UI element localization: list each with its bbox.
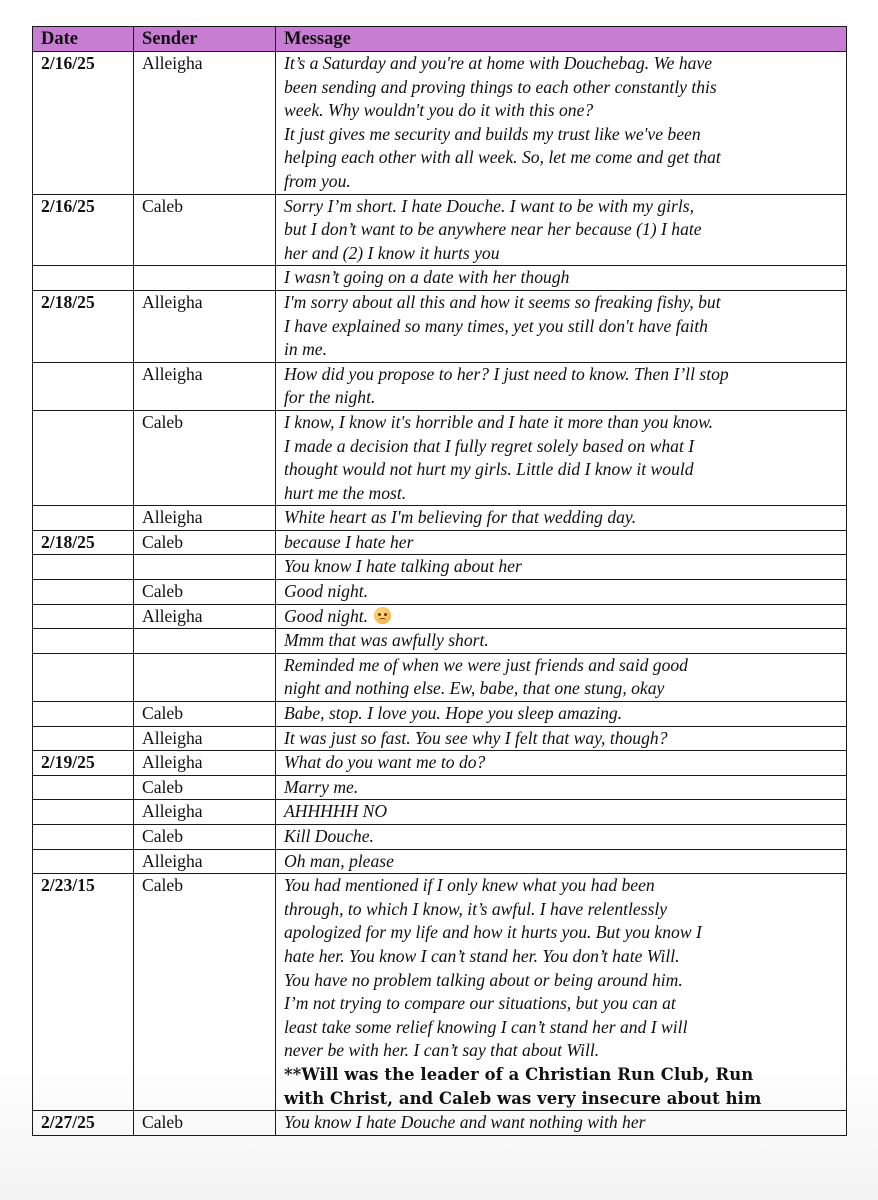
message-cell	[276, 604, 847, 629]
date-cell	[33, 702, 134, 727]
sender-cell: Alleigha	[134, 52, 276, 195]
header-date: Date	[33, 27, 134, 52]
message-text: You had mentioned if I only knew what you had been	[284, 875, 655, 896]
message-cell	[276, 52, 847, 195]
date-cell	[33, 506, 134, 531]
message-cell	[276, 726, 847, 751]
message-cell	[276, 629, 847, 654]
date-cell	[33, 555, 134, 580]
annotation-note: with Christ, and Caleb was very insecure about him	[284, 1088, 762, 1108]
date-cell	[33, 775, 134, 800]
message-line	[284, 482, 838, 506]
date-cell	[33, 825, 134, 850]
message-line	[284, 702, 838, 726]
message-line	[284, 338, 838, 362]
message-text: helping each other with all week. So, let me come and get that	[284, 147, 721, 168]
table-row	[33, 825, 847, 850]
date-cell: 2/18/25	[33, 530, 134, 555]
date-cell: 2/19/25	[33, 751, 134, 776]
message-line	[284, 363, 838, 387]
date-cell	[33, 800, 134, 825]
message-cell	[276, 775, 847, 800]
date-cell: 2/16/25	[33, 194, 134, 266]
sender-cell	[134, 555, 276, 580]
message-text: It just gives me security and builds my trust like we've been	[284, 123, 701, 144]
message-text: her and (2) I know it hurts you	[284, 242, 500, 263]
message-line	[284, 123, 838, 147]
message-cell	[276, 751, 847, 776]
table-row	[33, 874, 847, 1111]
table-row	[33, 1111, 847, 1136]
message-text: It’s a Saturday and you're at home with Douchebag. We have	[284, 53, 713, 73]
message-text: It was just so fast. You see why I felt that way, though?	[284, 727, 668, 748]
message-text: I made a decision that I fully regret solely based on what I	[284, 435, 695, 456]
sender-cell: Caleb	[134, 702, 276, 727]
message-text: hurt me the most.	[284, 482, 407, 503]
message-line	[284, 411, 838, 435]
message-text: apologized for my life and how it hurts you. But you know I	[284, 922, 702, 943]
sender-cell: Alleigha	[134, 506, 276, 531]
message-line	[284, 945, 838, 969]
table-row	[33, 800, 847, 825]
header-sender: Sender	[134, 27, 276, 52]
table-row	[33, 580, 847, 605]
sender-cell: Alleigha	[134, 800, 276, 825]
date-cell	[33, 410, 134, 505]
message-text: I’m not trying to compare our situations, but you can at	[284, 993, 676, 1014]
message-text: in me.	[284, 339, 327, 360]
sender-cell	[134, 653, 276, 701]
sender-cell: Alleigha	[134, 604, 276, 629]
message-text: You know I hate talking about her	[284, 556, 522, 577]
message-line	[284, 76, 838, 100]
date-cell: 2/18/25	[33, 290, 134, 362]
message-text: hate her. You know I can’t stand her. You don’t hate Will.	[284, 945, 680, 966]
table-row	[33, 362, 847, 410]
message-text: through, to which I know, it’s awful. I have relentlessly	[284, 898, 668, 919]
date-cell	[33, 726, 134, 751]
table-row	[33, 775, 847, 800]
message-cell	[276, 266, 847, 291]
message-text: because I hate her	[284, 531, 414, 552]
sender-cell: Caleb	[134, 580, 276, 605]
message-line	[284, 315, 838, 339]
message-cell	[276, 800, 847, 825]
message-line	[284, 1039, 838, 1063]
header-row	[33, 27, 847, 52]
message-cell	[276, 849, 847, 874]
message-line	[284, 800, 838, 824]
table-row	[33, 751, 847, 776]
sender-cell: Caleb	[134, 194, 276, 266]
table-row	[33, 506, 847, 531]
message-line	[284, 751, 838, 775]
table-row	[33, 726, 847, 751]
sender-cell	[134, 629, 276, 654]
message-line	[284, 825, 838, 849]
message-text: from you.	[284, 170, 351, 191]
message-line	[284, 291, 838, 315]
message-line	[284, 242, 838, 266]
message-line	[284, 146, 838, 170]
message-line	[284, 195, 838, 219]
message-text: been sending and proving things to each other constantly this	[284, 76, 717, 97]
sender-cell: Alleigha	[134, 751, 276, 776]
date-cell: 2/23/15	[33, 874, 134, 1111]
table-header	[33, 27, 847, 52]
message-cell	[276, 874, 847, 1111]
message-text: I know, I know it's horrible and I hate it more than you know.	[284, 411, 714, 432]
message-cell	[276, 702, 847, 727]
message-text: Oh man, please	[284, 850, 394, 871]
message-log-table	[32, 26, 847, 1136]
message-line	[284, 458, 838, 482]
message-line	[284, 52, 838, 76]
message-cell	[276, 194, 847, 266]
message-line	[284, 654, 838, 678]
message-text: but I don’t want to be anywhere near her because (1) I hate	[284, 219, 702, 240]
sender-cell: Caleb	[134, 410, 276, 505]
message-text: Sorry I’m short. I hate Douche. I want to be with my girls,	[284, 195, 694, 216]
message-line	[284, 506, 838, 530]
message-line	[284, 1016, 838, 1040]
message-line	[284, 921, 838, 945]
message-text: for the night.	[284, 387, 376, 408]
message-text: Good night.	[284, 605, 369, 626]
date-cell	[33, 362, 134, 410]
message-cell	[276, 1111, 847, 1136]
message-line	[284, 1111, 838, 1135]
message-line	[284, 580, 838, 604]
message-text: Kill Douche.	[284, 826, 374, 846]
table-row	[33, 410, 847, 505]
message-line	[284, 218, 838, 242]
date-cell	[33, 604, 134, 629]
message-cell	[276, 506, 847, 531]
sender-cell	[134, 266, 276, 291]
message-line	[284, 629, 838, 653]
message-line	[284, 898, 838, 922]
message-cell	[276, 653, 847, 701]
message-text: White heart as I'm believing for that wedding day.	[284, 507, 637, 528]
message-line	[284, 776, 838, 800]
sender-cell: Alleigha	[134, 362, 276, 410]
table-row	[33, 194, 847, 266]
message-text: You have no problem talking about or being around him.	[284, 969, 683, 990]
message-cell	[276, 825, 847, 850]
date-cell: 2/16/25	[33, 52, 134, 195]
sender-cell: Caleb	[134, 1111, 276, 1136]
sad-face-emoji	[374, 607, 391, 624]
table-row	[33, 653, 847, 701]
annotation-note: **Will was the leader of a Christian Run Club, Run	[284, 1064, 754, 1084]
message-text: AHHHHH NO	[284, 801, 388, 822]
message-line	[284, 386, 838, 410]
message-text: night and nothing else. Ew, babe, that one stung, okay	[284, 678, 665, 699]
table-row	[33, 849, 847, 874]
message-cell	[276, 290, 847, 362]
table-body	[33, 52, 847, 1136]
date-cell	[33, 653, 134, 701]
message-text: Mmm that was awfully short.	[284, 630, 489, 651]
message-line	[284, 266, 838, 290]
message-text: least take some relief knowing I can’t stand her and I will	[284, 1016, 688, 1037]
message-text: I wasn’t going on a date with her though	[284, 267, 570, 288]
date-cell	[33, 849, 134, 874]
message-text: I have explained so many times, yet you still don't have faith	[284, 315, 708, 336]
sender-cell: Alleigha	[134, 849, 276, 874]
message-text: Marry me.	[284, 776, 359, 797]
message-cell	[276, 580, 847, 605]
message-line	[284, 435, 838, 459]
date-cell	[33, 629, 134, 654]
sender-cell: Caleb	[134, 775, 276, 800]
table-row	[33, 604, 847, 629]
table-row	[33, 629, 847, 654]
message-text: What do you want me to do?	[284, 752, 486, 773]
message-cell	[276, 530, 847, 555]
message-line	[284, 992, 838, 1016]
table-row	[33, 702, 847, 727]
table-row	[33, 555, 847, 580]
message-text: Babe, stop. I love you. Hope you sleep amazing.	[284, 703, 623, 724]
message-line	[284, 99, 838, 123]
message-line	[284, 555, 838, 579]
message-line	[284, 874, 838, 898]
message-line	[284, 727, 838, 751]
table-row	[33, 266, 847, 291]
message-cell	[276, 555, 847, 580]
sender-cell: Alleigha	[134, 290, 276, 362]
message-text: How did you propose to her? I just need to know. Then I’ll stop	[284, 363, 729, 384]
sender-cell: Caleb	[134, 530, 276, 555]
message-line	[284, 969, 838, 993]
table-row	[33, 290, 847, 362]
message-text: week. Why wouldn't you do it with this one?	[284, 100, 594, 121]
message-cell	[276, 362, 847, 410]
message-text: You know I hate Douche and want nothing with her	[284, 1112, 646, 1133]
table-row	[33, 530, 847, 555]
message-text: Reminded me of when we were just friends and said good	[284, 654, 688, 675]
date-cell: 2/27/25	[33, 1111, 134, 1136]
sender-cell: Alleigha	[134, 726, 276, 751]
date-cell	[33, 266, 134, 291]
message-text: I'm sorry about all this and how it seems so freaking fishy, but	[284, 291, 721, 312]
message-text: thought would not hurt my girls. Little did I know it would	[284, 459, 694, 480]
message-text: Good night.	[284, 581, 369, 602]
sender-cell: Caleb	[134, 874, 276, 1111]
message-cell	[276, 410, 847, 505]
sender-cell: Caleb	[134, 825, 276, 850]
message-text: never be with her. I can’t say that about Will.	[284, 1040, 600, 1061]
date-cell	[33, 580, 134, 605]
message-line	[284, 850, 838, 874]
header-message: Message	[276, 27, 847, 52]
message-line	[284, 605, 838, 629]
message-line	[284, 531, 838, 555]
table-row	[33, 52, 847, 195]
message-line	[284, 170, 838, 194]
message-line	[284, 677, 838, 701]
